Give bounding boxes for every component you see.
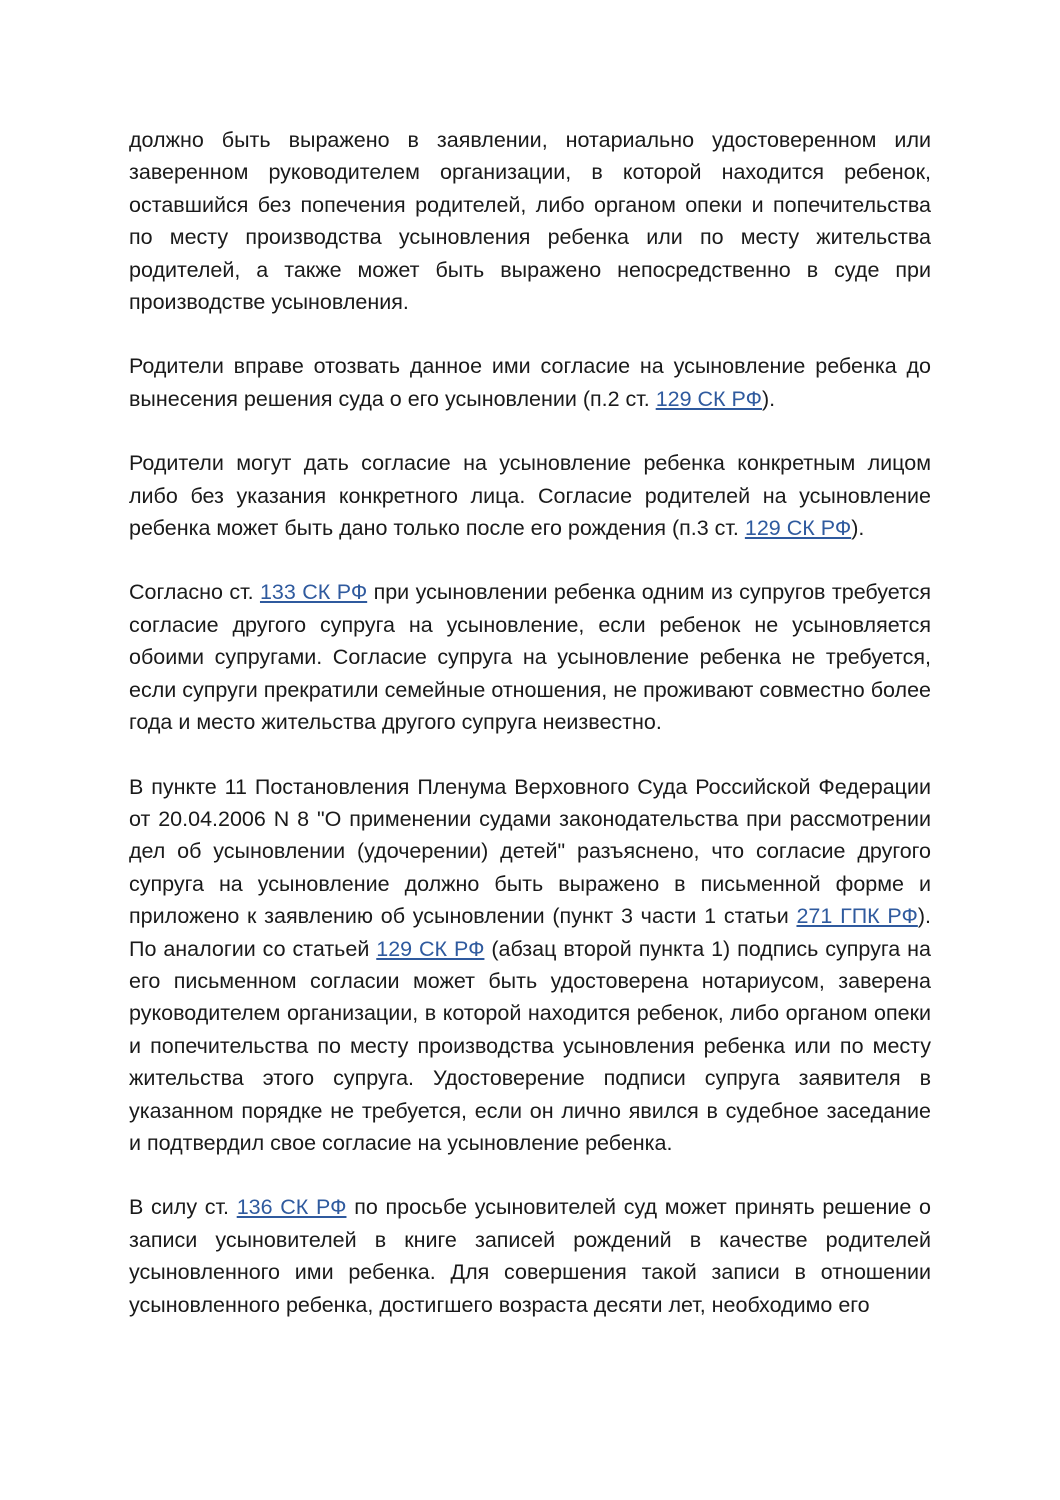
paragraph-text: ). xyxy=(762,386,776,411)
paragraph-text: В пункте 11 Постановления Пленума Верховного Суда Российской Федерации от 20.04.2006 N 8 "О применении судами законодательства при рассмотрении дел об усыновлении (удочерении) детей" разъяснено, что согласие другого супруга на усыновление должно быть выражено в письменной форме и приложено к заявлению об усыновлении (пункт 3 части 1 статьи xyxy=(129,774,931,929)
paragraph xyxy=(129,124,931,318)
law-reference-link[interactable]: 129 СК РФ xyxy=(655,386,763,411)
paragraph xyxy=(129,576,931,738)
paragraph-text: (абзац второй пункта 1) подпись супруга на его письменном согласии может быть удостоверена нотариусом, заверена руководителем организации, в которой находится ребенок, либо органом опеки и попечительства по месту производства усыновления ребенка или по месту жительства этого супруга. Удостоверение подписи супруга заявителя в указанном порядке не требуется, если он лично явился в судебное заседание и подтвердил свое согласие на усыновление ребенка. xyxy=(129,936,931,1155)
paragraph xyxy=(129,771,931,1160)
paragraph-text: В силу ст. xyxy=(129,1195,237,1220)
law-reference-link[interactable]: 271 ГПК РФ xyxy=(796,904,918,929)
law-reference-link[interactable]: 129 СК РФ xyxy=(744,516,852,541)
paragraph-text: Родители вправе отозвать данное ими согласие на усыновление ребенка до вынесения решения суда о его усыновлении (п.2 ст. xyxy=(129,354,931,411)
paragraph-text: должно быть выражено в заявлении, нотариально удостоверенном или заверенном руководителем организации, в которой находится ребенок, оставшийся без попечения родителей, либо органом опеки и попечительства по месту производства усыновления ребенка или по месту жительства родителей, а также может быть выражено непосредственно в суде при производстве усыновления. xyxy=(129,128,931,315)
law-reference-link[interactable]: 133 СК РФ xyxy=(259,580,368,605)
paragraph xyxy=(129,1191,931,1321)
paragraph xyxy=(129,447,931,544)
paragraph-text: по просьбе усыновителей суд может принять решение о записи усыновителей в книге записей рождений в качестве родителей усыновленного ими ребенка. Для совершения такой записи в отношении усыновленного ребенка, достигшего возраста десяти лет, необходимо его xyxy=(129,1195,931,1317)
paragraph-text: ). По аналогии со статьей xyxy=(129,904,931,961)
law-reference-link[interactable]: 129 СК РФ xyxy=(376,936,485,961)
paragraph-text: при усыновлении ребенка одним из супругов требуется согласие другого супруга на усыновление, если ребенок не усыновляется обоими супругами. Согласие супруга на усыновление ребенка не требуется, если супруги прекратили семейные отношения, не проживают совместно более года и место жительства другого супруга неизвестно. xyxy=(129,580,931,735)
document-page xyxy=(129,124,931,1321)
law-reference-link[interactable]: 136 СК РФ xyxy=(236,1195,347,1220)
paragraph-text: Согласно ст. xyxy=(129,580,260,605)
paragraph-text: Родители могут дать согласие на усыновление ребенка конкретным лицом либо без указания конкретного лица. Согласие родителей на усыновление ребенка может быть дано только после его рождения (п.3 ст. xyxy=(129,451,931,541)
paragraph-text: ). xyxy=(851,516,865,541)
paragraph xyxy=(129,350,931,415)
